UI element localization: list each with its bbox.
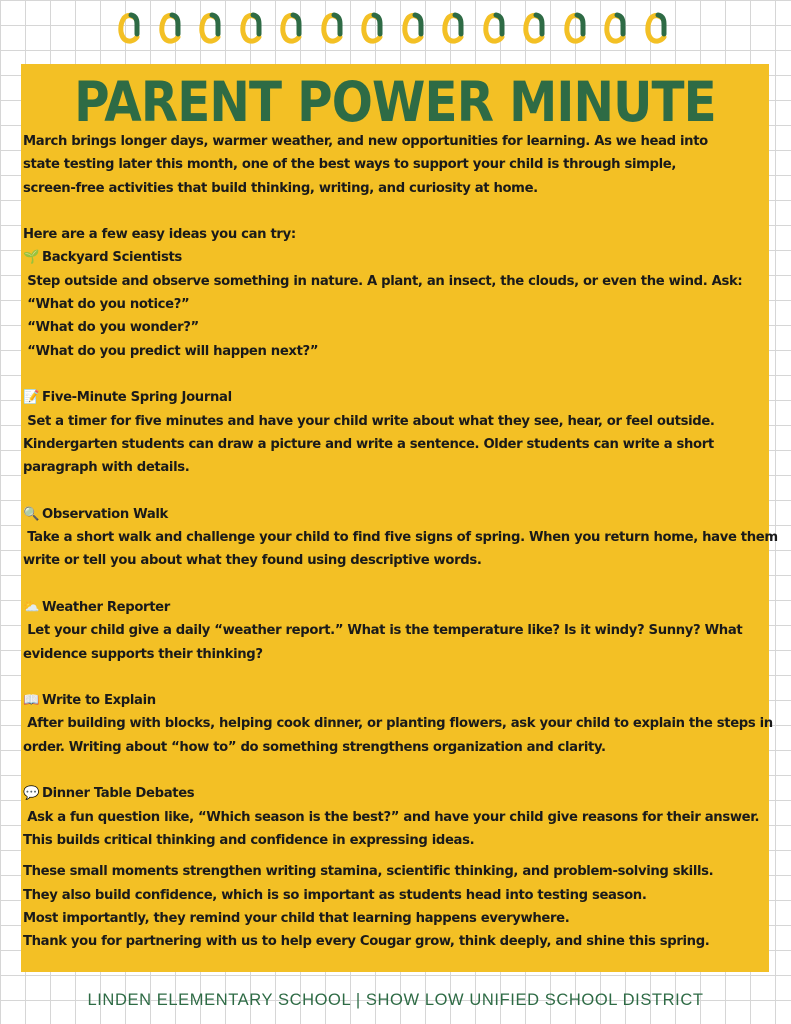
ideas-list xyxy=(23,246,778,852)
newsletter-body xyxy=(23,130,778,953)
section-heading xyxy=(23,596,767,619)
binder-ring-icon xyxy=(199,10,221,46)
section-heading xyxy=(23,782,767,805)
seedling-icon: 🌱 xyxy=(23,250,40,266)
speech-bubble-icon: 💬 xyxy=(23,786,40,802)
binder-ring-icon xyxy=(645,10,667,46)
section-line: write or tell you about what they found using descriptive words. xyxy=(23,553,482,569)
section-line: This builds critical thinking and confidence in expressing ideas. xyxy=(23,832,475,848)
newsletter-card xyxy=(21,64,778,972)
section-title: Backyard Scientists xyxy=(42,250,182,266)
open-book-icon: 📖 xyxy=(23,693,40,709)
section-line: order. Writing about “how to” do something strengthens organization and clarity. xyxy=(23,739,606,755)
section-line: Set a timer for five minutes and have your child write about what they see, hear, or feel outside. xyxy=(23,413,715,429)
binder-ring-icon xyxy=(240,10,262,46)
binder-ring-icon xyxy=(442,10,464,46)
closing-line: These small moments strengthen writing stamina, scientific thinking, and problem-solving skills. xyxy=(23,864,714,880)
closing-line: They also build confidence, which is so important as students head into testing season. xyxy=(23,887,647,903)
intro-line: screen-free activities that build thinking, writing, and curiosity at home. xyxy=(23,180,538,196)
section-line: “What do you predict will happen next?” xyxy=(23,343,319,359)
closing-line: Most importantly, they remind your child that learning happens everywhere. xyxy=(23,910,570,926)
section-line: Ask a fun question like, “Which season is the best?” and have your child give reasons for their answer. xyxy=(23,809,760,825)
spiral-binding xyxy=(118,10,678,52)
section-line: Let your child give a daily “weather report.” What is the temperature like? Is it windy? Sunny? What xyxy=(23,623,743,639)
binder-ring-icon xyxy=(523,10,545,46)
section-title: Dinner Table Debates xyxy=(42,786,195,802)
section-line: “What do you notice?” xyxy=(23,297,190,313)
section-heading xyxy=(23,689,767,712)
section-line: “What do you wonder?” xyxy=(23,320,199,336)
footer-school-name: LINDEN ELEMENTARY SCHOOL | SHOW LOW UNIFIED SCHOOL DISTRICT xyxy=(87,991,704,1009)
memo-icon: 📝 xyxy=(23,390,40,406)
binder-ring-icon xyxy=(402,10,424,46)
binder-ring-icon xyxy=(321,10,343,46)
intro-line: March brings longer days, warmer weather, and new opportunities for learning. As we head into xyxy=(23,134,708,149)
binder-ring-icon xyxy=(604,10,626,46)
binder-ring-icon xyxy=(361,10,383,46)
binder-ring-icon xyxy=(159,10,181,46)
section-line: paragraph with details. xyxy=(23,460,190,476)
section-title: Observation Walk xyxy=(42,506,168,522)
page-title: PARENT POWER MINUTE xyxy=(74,70,716,134)
binder-ring-icon xyxy=(280,10,302,46)
sun-behind-cloud-icon: ⛅ xyxy=(23,599,40,615)
section-heading xyxy=(23,386,767,409)
section-line: Step outside and observe something in nature. A plant, an insect, the clouds, or even the wind. Ask: xyxy=(23,273,743,289)
section-line: Kindergarten students can draw a picture and write a sentence. Older students can write a short xyxy=(23,436,714,452)
section-line: Take a short walk and challenge your child to find five signs of spring. When you return home, have them xyxy=(23,530,778,546)
magnifying-glass-icon: 🔍 xyxy=(23,506,40,522)
binder-ring-icon xyxy=(118,10,140,46)
section-heading xyxy=(23,246,767,269)
binder-ring-icon xyxy=(483,10,505,46)
section-line: After building with blocks, helping cook dinner, or planting flowers, ask your child to explain the steps in xyxy=(23,716,773,732)
section-title: Write to Explain xyxy=(42,693,156,709)
section-title: Weather Reporter xyxy=(42,599,170,615)
binder-ring-icon xyxy=(564,10,586,46)
ideas-intro: Here are a few easy ideas you can try: xyxy=(23,227,296,243)
closing-line: Thank you for partnering with us to help every Cougar grow, think deeply, and shine this spring. xyxy=(23,934,710,950)
intro-line: state testing later this month, one of the best ways to support your child is through simple, xyxy=(23,157,677,173)
section-title: Five-Minute Spring Journal xyxy=(42,390,232,406)
section-line: evidence supports their thinking? xyxy=(23,646,263,662)
section-heading xyxy=(23,503,767,526)
